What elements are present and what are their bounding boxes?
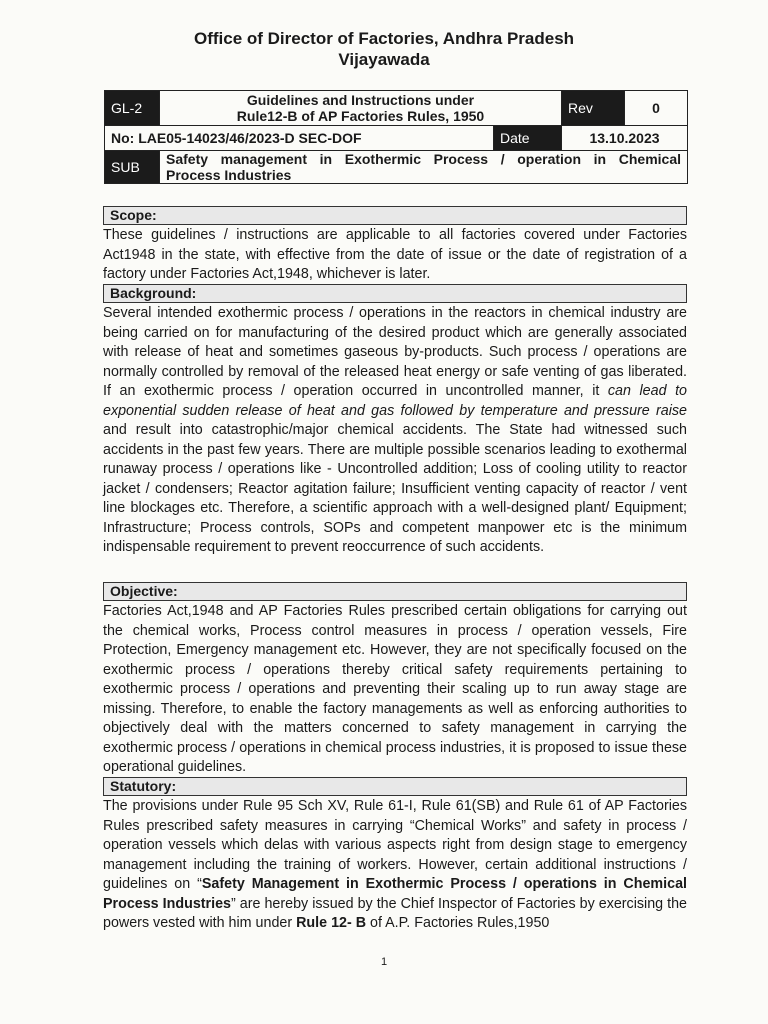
document-info-table [104, 90, 688, 184]
background-text-b: and result into catastrophic/major chemical accidents. The State had witnessed such accidents in the past few years. There are multiple possible scenarios leading to exothermal runaway process / operations like - Uncontrolled addition; Loss of cooling utility to reactor jacket / condensers; Reactor agitation failure; Insufficient venting capacity of reactor / vent line blockages etc. Therefore, a scientific approach with a well-designed plant/ Equipment; Infrastructure; Process controls, SOPs and competent manpower etc is the minimum indispensable requirement to prevent reoccurrence of such accidents. [103, 422, 687, 555]
doc-code: GL-2 [105, 91, 160, 126]
date-label: Date [494, 126, 562, 151]
statutory-text-bold2: Rule 12- B [296, 915, 367, 931]
page-number: 1 [380, 956, 388, 968]
doc-number: No: LAE05-14023/46/2023-D SEC-DOF [105, 126, 494, 151]
office-header [0, 28, 768, 70]
subject [160, 151, 688, 184]
sub-label: SUB [105, 151, 160, 184]
statutory-section [103, 777, 687, 934]
office-city: Vijayawada [338, 50, 430, 69]
scope-section [103, 206, 687, 285]
doc-title-line2: Rule12-B of AP Factories Rules, 1950 [236, 108, 485, 124]
background-text-italic: can lead to exponential sudden release of heat and gas followed by temperature and pressure raise [103, 383, 688, 419]
objective-section [103, 582, 687, 778]
scope-text: These guidelines / instructions are applicable to all factories covered under Factories Act1948 in the state, with effective from the date of issue or the date of registration of a factory under Factories Act,1948, whichever is later. [103, 227, 687, 282]
background-section [103, 284, 687, 558]
objective-heading: Objective: [103, 582, 687, 601]
subject-line1: Safety management in Exothermic Process / operation in Chemical [166, 151, 681, 167]
rev-value: 0 [625, 91, 688, 126]
objective-text: Factories Act,1948 and AP Factories Rules prescribed certain obligations for carrying out the chemical works, Process control measures in process / operation vessels, Fire Protection, Emergency management etc. However, they are not specifically focused on the exothermic process / operations thereby critical safety requirements pertaining to exothermic process / operations and preventing their scaling up to run away stage are missing. Therefore, to enable the factory managements as well as enforcing authorities to objectively deal with the matters concerned to safety management in carrying the exothermic process / operations in chemical process industries, it is proposed to issue these operational guidelines. [103, 603, 687, 775]
subject-line2: Process Industries [166, 167, 292, 183]
statutory-text [103, 797, 687, 934]
rev-label: Rev [562, 91, 625, 126]
background-text-a: Several intended exothermic process / operations in the reactors in chemical industry are being carried on for manufacturing of the desired product which are generally associated with release of heat and sometimes gaseous by-products. Such process / operations are normally controlled by removal of the released heat energy or safe venting of gas liberated. If an exothermic process / operation occurred in uncontrolled manner, it [103, 305, 687, 399]
scope-heading: Scope: [103, 206, 687, 225]
office-name: Office of Director of Factories, Andhra Pradesh [193, 29, 575, 48]
statutory-text-b: ” are hereby issued by the Chief Inspector of Factories by exercising the powers vested with him under [103, 895, 688, 931]
date-value: 13.10.2023 [562, 126, 688, 151]
background-heading: Background: [103, 284, 687, 303]
background-text [103, 304, 687, 558]
statutory-heading: Statutory: [103, 777, 687, 796]
statutory-text-bold1: Safety Management in Exothermic Process / operations in Chemical Process Industries [103, 876, 687, 912]
statutory-text-a: The provisions under Rule 95 Sch XV, Rule 61-I, Rule 61(SB) and Rule 61 of AP Factories Rules prescribed safety measures in carrying “Chemical Works” and safety in process / operation vessels which delas with various aspects right from design stage to emergency management including the training of workers. However, certain additional instructions / guidelines on “ [103, 798, 687, 892]
doc-title [160, 91, 562, 126]
statutory-text-c: of A.P. Factories Rules,1950 [366, 915, 550, 931]
doc-title-line1: Guidelines and Instructions under [246, 92, 475, 108]
